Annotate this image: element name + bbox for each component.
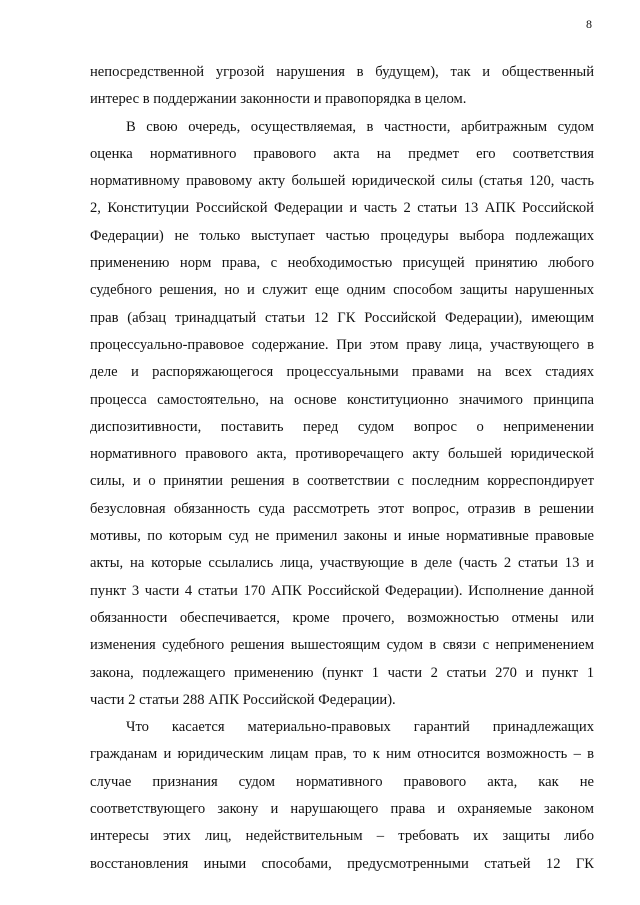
text-line: интерес в поддержании законности и правопорядка в целом.: [90, 91, 467, 108]
text-line: гражданам и юридическим лицам прав, то к ним относится возможность – в: [90, 746, 594, 763]
text-line: Что касается материально-правовых гарантий принадлежащих: [126, 719, 594, 736]
text-line: безусловная обязанность суда рассмотреть этот вопрос, отразив в решении: [90, 500, 594, 517]
text-line: диспозитивности, поставить перед судом вопрос о неприменении: [90, 418, 594, 435]
text-line: интересы этих лиц, недействительным – требовать их защиты либо: [90, 828, 594, 845]
text-line: изменения судебного решения вышестоящим судом в связи с неприменением: [90, 637, 594, 654]
text-line: пункт 3 части 4 статьи 170 АПК Российской Федерации). Исполнение данной: [90, 582, 594, 599]
text-line: восстановления иными способами, предусмотренными статьей 12 ГК: [90, 855, 594, 872]
text-line: силы, и о принятии решения в соответствии с последним корреспондирует: [90, 473, 594, 490]
body-text: [90, 59, 594, 878]
text-line: деле и распоряжающегося процессуальными правами на всех стадиях: [90, 364, 594, 381]
text-line: применению норм права, с необходимостью присущей принятию любого: [90, 255, 594, 272]
page-number: 8: [586, 17, 592, 31]
text-line: процессуально-правовое содержание. При этом праву лица, участвующего в: [90, 336, 594, 353]
text-line: Федерации) не только выступает частью процедуры выбора подлежащих: [90, 227, 594, 244]
text-line: обязанности обеспечивается, кроме прочего, возможностью отмены или: [90, 609, 594, 626]
text-line: судебного решения, но и служит еще одним способом защиты нарушенных: [90, 282, 594, 299]
text-line: соответствующего закону и нарушающего права и охраняемые законом: [90, 801, 594, 818]
text-line: закона, подлежащего применению (пункт 1 части 2 статьи 270 и пункт 1: [90, 664, 594, 681]
text-line: случае признания судом нормативного правового акта, как не: [90, 773, 594, 790]
text-line: прав (абзац тринадцатый статьи 12 ГК Российской Федерации), имеющим: [90, 309, 594, 326]
text-line: 2, Конституции Российской Федерации и часть 2 статьи 13 АПК Российской: [90, 200, 594, 217]
text-line: мотивы, по которым суд не применил законы и иные нормативные правовые: [90, 528, 594, 545]
text-line: оценка нормативного правового акта на предмет его соответствия: [90, 145, 594, 162]
text-line: непосредственной угрозой нарушения в будущем), так и общественный: [90, 64, 594, 80]
text-line: В свою очередь, осуществляемая, в частности, арбитражным судом: [126, 118, 594, 135]
text-line: нормативного правового акта, противоречащего акту большей юридической: [90, 446, 594, 463]
text-line: процесса самостоятельно, на основе конституционно значимого принципа: [90, 391, 594, 408]
text-line: части 2 статьи 288 АПК Российской Федерации).: [90, 691, 396, 708]
text-line: акты, на которые ссылались лица, участвующие в деле (часть 2 статьи 13 и: [90, 555, 594, 572]
text-line: нормативному правовому акту большей юридической силы (статья 120, часть: [90, 173, 594, 190]
